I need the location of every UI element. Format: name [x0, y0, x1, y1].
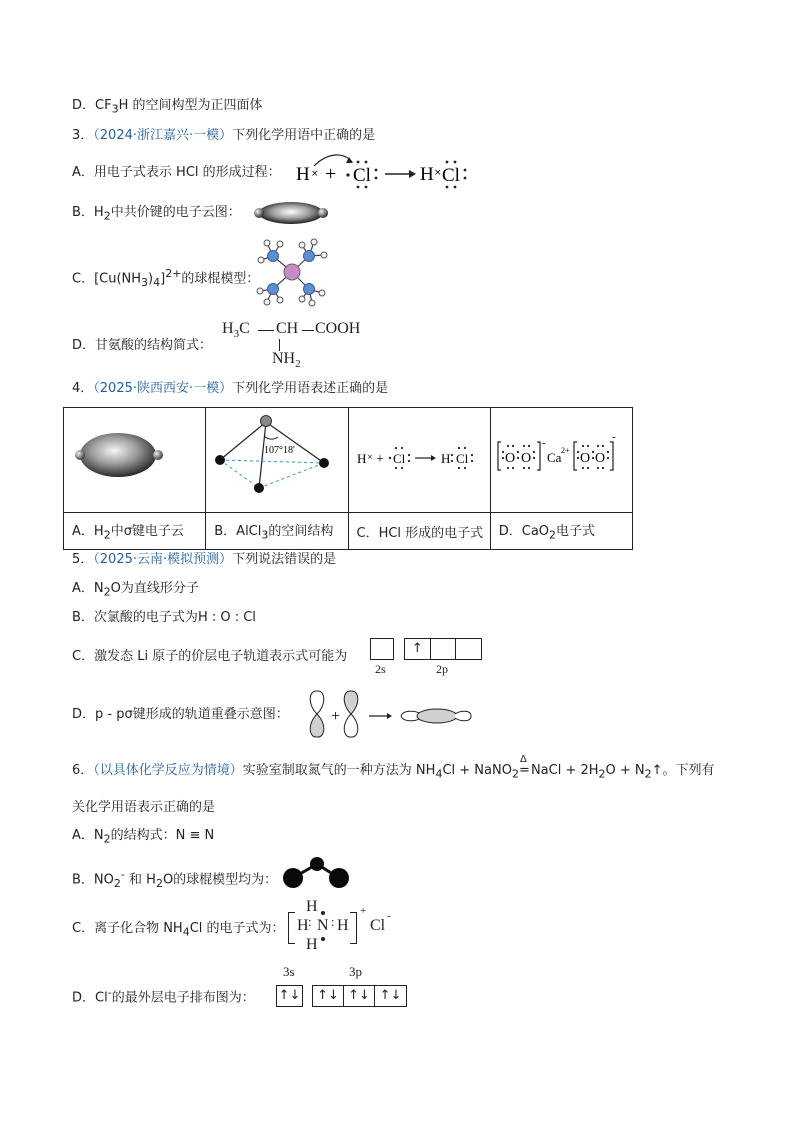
p-p-sigma-overlap-diagram	[305, 688, 475, 740]
svg-text:Cl: Cl	[455, 451, 468, 466]
q6-option-b: B．$NO_2^-$ 和 $H_2O$的球棍模型均为：	[72, 868, 278, 890]
svg-text:Cl: Cl	[392, 451, 405, 466]
orbital-3p-boxes: ↑↓ ↑↓ ↑↓	[312, 985, 407, 1007]
q4-caption-a[interactable]: A．$H_2$中σ键电子云	[64, 513, 206, 550]
q4-caption-b[interactable]: B．AlCl$_3$的空间结构	[206, 513, 348, 550]
q6-stem-line2: 关化学用语表示正确的是	[72, 800, 216, 815]
q4-caption-c[interactable]: C．HCl 形成的电子式	[348, 513, 490, 550]
cf3h-formula: $CF_3H$	[95, 98, 129, 116]
q6-source: （以具体化学反应为情境）	[93, 763, 243, 778]
orbital-3s-box: ↑↓	[276, 985, 303, 1007]
hcl-lewis-formation-image	[349, 408, 491, 508]
q6-option-c: C．离子化合物 $NH_4Cl$ 的电子式为：	[72, 921, 285, 939]
q4-cell-c-image[interactable]	[348, 408, 490, 513]
svg-text:×: ×	[434, 168, 442, 178]
orbital-2p-label: 2p	[436, 662, 448, 676]
q6-stem: 6．（以具体化学反应为情境）实验室制取氮气的一种方法为 $NH_4Cl$ + NaNO$_2$ Δ =NaCl + $2H_2O$ + $N_2↑$。下列有	[72, 762, 715, 784]
q5-option-d: D．p - pσ键形成的轨道重叠示意图：	[72, 707, 289, 722]
svg-text:H: H	[296, 164, 310, 185]
h2-sigma-cloud-image	[64, 408, 204, 508]
n2-structure-formula: N ≡ N	[175, 828, 215, 843]
q3-option-d: D．甘氨酸的结构简式：	[72, 338, 213, 353]
svg-text:2+: 2+	[560, 446, 570, 455]
q3-option-c: C．$[Cu(NH_3)_4]^{2+}$的球棍模型：	[72, 267, 260, 289]
orbital-2s-label: 2s	[375, 662, 386, 676]
orbital-2p-boxes	[404, 638, 482, 660]
cao2-lewis-image	[491, 408, 617, 508]
q3-option-b: B．$H_2$中共价键的电子云图：	[72, 205, 241, 223]
svg-text:-: -	[541, 437, 546, 449]
q6-option-a: A．$N_2$的结构式：N ≡ N	[72, 828, 215, 846]
svg-text:×: ×	[311, 169, 319, 179]
svg-text:O: O	[579, 451, 590, 466]
hocl-formula: H : O : Cl	[197, 610, 256, 625]
orbital-3p-label: 3p	[349, 964, 362, 979]
orbital-3s-label: 3s	[283, 964, 295, 979]
svg-text:O: O	[520, 451, 531, 466]
svg-text:×: ×	[366, 453, 373, 461]
nh4cl-lewis-structure: H H : N : H H + Cl -	[288, 896, 398, 960]
svg-text:H: H	[356, 451, 366, 466]
orbital-2s-box	[370, 638, 394, 660]
bent-ball-stick-model	[280, 852, 352, 892]
q3-option-a: A．用电子式表示 HCl 的形成过程：	[72, 165, 281, 180]
q6-option-d: D．Cl-的最外层电子排布图为：	[72, 986, 255, 1006]
q3-stem: 3．（2024·浙江嘉兴·一模）下列化学用语中正确的是	[72, 128, 376, 143]
q4-options-table	[63, 407, 633, 550]
svg-text:+: +	[325, 163, 337, 185]
cu-nh3-ball-stick-model	[252, 236, 334, 308]
q4-cell-b-image[interactable]	[206, 408, 348, 513]
angle-label: 107°18'	[264, 445, 296, 456]
q5-stem: 5．（2025·云南·模拟预测）下列说法错误的是	[72, 552, 337, 567]
svg-text:+: +	[375, 452, 384, 467]
svg-text:Cl: Cl	[442, 165, 460, 186]
heat-symbol: Δ	[519, 754, 527, 765]
q5-option-b: B．次氯酸的电子式为H : O : Cl	[72, 610, 256, 625]
svg-text:Cl: Cl	[353, 165, 371, 186]
svg-text:-: -	[611, 431, 616, 443]
q4-cell-a-image[interactable]	[64, 408, 206, 513]
q2-option-d: D．$CF_3H$ 的空间构型为正四面体	[72, 98, 263, 116]
q4-cell-d-image[interactable]	[490, 408, 632, 513]
svg-text:H: H	[440, 451, 450, 466]
svg-text:Ca: Ca	[546, 450, 562, 465]
hcl-formation-diagram	[292, 150, 482, 192]
svg-text:O: O	[504, 451, 515, 466]
svg-text:O: O	[594, 451, 605, 466]
q5-option-a: A．$N_2O$为直线形分子	[72, 581, 199, 599]
svg-text:H: H	[420, 164, 434, 185]
alcl3-structure-image	[206, 408, 348, 508]
q5-option-c: C．激发态 Li 原子的价层电子轨道表示式可能为	[72, 649, 348, 664]
orbital-arrow: ↑	[405, 639, 431, 659]
svg-text:+: +	[331, 708, 341, 725]
q3-source: （2024·浙江嘉兴·一模）	[93, 128, 233, 143]
q4-stem: 4．（2025·陕西西安·一模）下列化学用语表述正确的是	[72, 381, 389, 396]
q4-caption-d[interactable]: D．CaO$_2$电子式	[490, 513, 632, 550]
glycine-structure-formula: $H_3C$ CH COOH $NH_2$	[222, 320, 361, 371]
q4-source: （2025·陕西西安·一模）	[93, 381, 233, 396]
q5-source: （2025·云南·模拟预测）	[93, 552, 233, 567]
h2-electron-cloud-image	[250, 200, 332, 226]
